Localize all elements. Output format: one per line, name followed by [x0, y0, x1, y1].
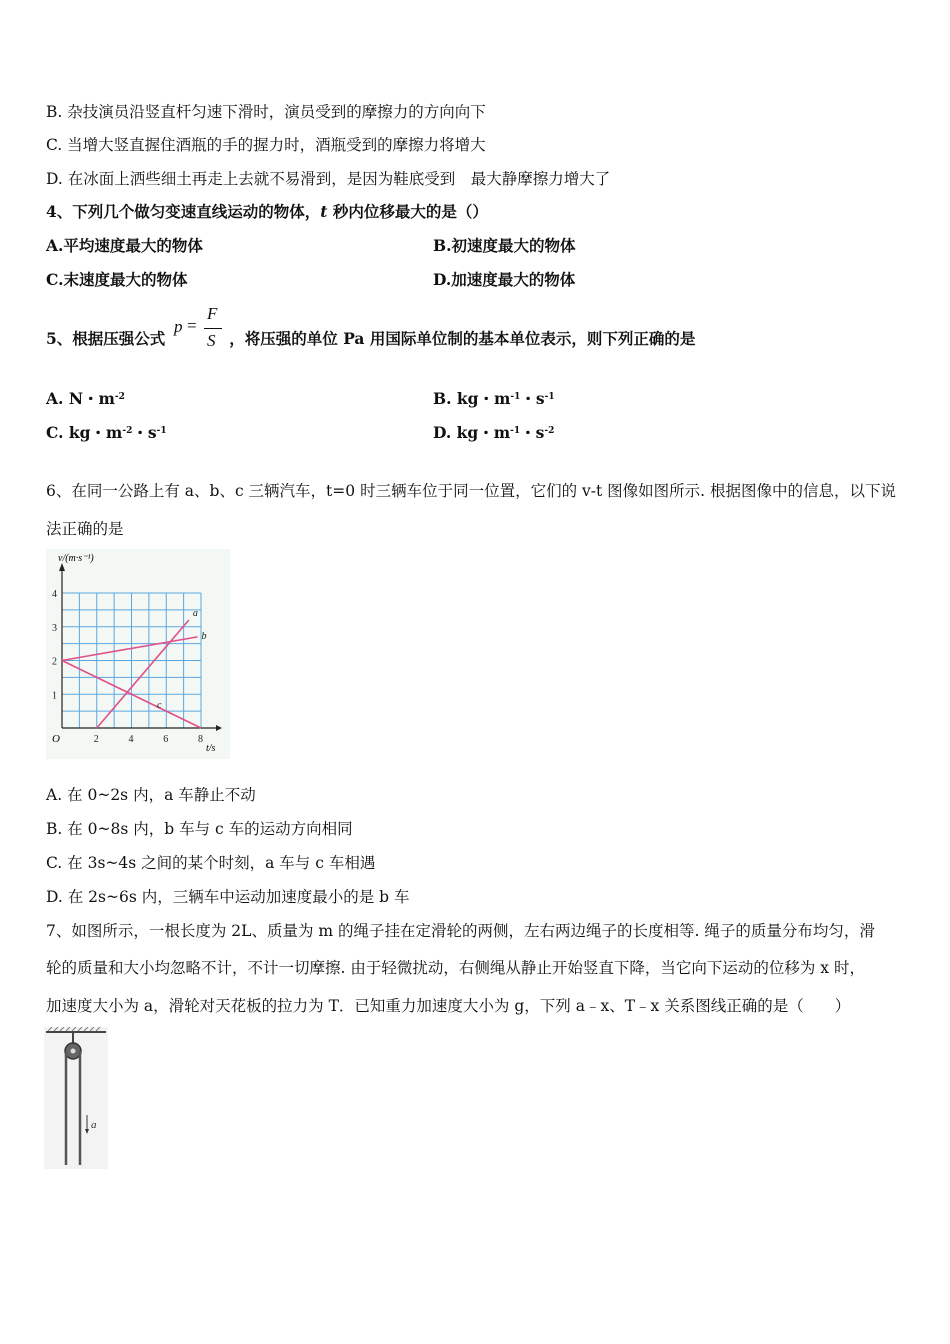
q5-option-b: B. kg・$m^{-1}$・$s^{-1}$: [433, 389, 555, 408]
q3-option-b: B. 杂技演员沿竖直杆匀速下滑时，演员受到的摩擦力的方向向下: [46, 103, 486, 121]
y-tick-label: 3: [52, 622, 57, 634]
q3-option-c: C. 当增大竖直握住酒瓶的手的握力时，酒瓶受到的摩擦力将增大: [46, 136, 486, 154]
q6-stem-line1: 6、在同一公路上有 a、b、c 三辆汽车，t=0 时三辆车位于同一位置，它们的 v-t 图像如图所示. 根据图像中的信息，以下说: [46, 482, 896, 500]
q4-stem: 4、下列几个做匀变速直线运动的物体，t 秒内位移最大的是（）: [46, 202, 488, 221]
x-tick-label: 2: [93, 734, 99, 745]
q6-option-a: A. 在 0~2s 内，a 车静止不动: [46, 786, 256, 804]
series-label-b: b: [201, 630, 207, 642]
series-label-a: a: [192, 608, 198, 619]
x-tick-label: 4: [128, 734, 134, 745]
q5-option-a: A. N・$m^{-2}$: [46, 389, 125, 408]
pressure-formula: p = F S: [174, 304, 234, 352]
q7-stem-line2: 轮的质量和大小均忽略不计，不计一切摩擦. 由于轻微扰动，右侧绳从静止开始竖直下降，当它向下运动的位移为 x 时，: [46, 959, 865, 977]
x-tick-label: 6: [163, 734, 169, 745]
q5-option-c: C. kg・$m^{-2}$・$s^{-1}$: [46, 423, 167, 442]
y-tick-label: 2: [52, 656, 57, 668]
y-tick-label: 4: [52, 589, 57, 600]
acceleration-label: a: [91, 1119, 97, 1131]
q6-option-b: B. 在 0~8s 内，b 车与 c 车的运动方向相同: [46, 820, 353, 838]
q3-option-d: D. 在冰面上洒些细土再走上去就不易滑到，是因为鞋底受到 最大静摩擦力增大了: [46, 170, 611, 188]
series-label-c: c: [157, 700, 162, 711]
origin-label: O: [52, 733, 60, 745]
q5-option-d: D. kg・$m^{-1}$・$s^{-2}$: [433, 423, 555, 442]
y-axis-title: v/(m·s⁻¹): [58, 553, 94, 564]
pulley-rope-figure: [44, 1027, 108, 1169]
q4-option-d: D.加速度最大的物体: [433, 270, 576, 289]
q6-option-c: C. 在 3s~4s 之间的某个时刻，a 车与 c 车相遇: [46, 854, 376, 872]
q6-stem-line2: 法正确的是: [46, 520, 124, 538]
q4-option-a: A.平均速度最大的物体: [46, 236, 203, 255]
x-axis-title: t/s: [206, 743, 216, 754]
y-tick-label: 1: [52, 690, 57, 702]
q7-stem-line3: 加速度大小为 a，滑轮对天花板的拉力为 T．已知重力加速度大小为 g，下列 a﹣x、T﹣x 关系图线正确的是（ ）: [46, 997, 851, 1015]
pulley-axle: [71, 1049, 76, 1054]
q6-option-d: D. 在 2s~6s 内，三辆车中运动加速度最小的是 b 车: [46, 888, 410, 906]
q7-stem-line1: 7、如图所示，一根长度为 2L、质量为 m 的绳子挂在定滑轮的两侧，左右两边绳子的长度相等. 绳子的质量分布均匀，滑: [46, 922, 875, 940]
q4-option-c: C.末速度最大的物体: [46, 270, 188, 289]
q4-option-b: B.初速度最大的物体: [433, 236, 576, 255]
x-tick-label: 8: [198, 734, 203, 745]
q5-stem: 5、根据压强公式 ，将压强的单位 Pa 用国际单位制的基本单位表示，则下列正确的是: [46, 329, 696, 348]
vt-graph: [46, 549, 230, 759]
